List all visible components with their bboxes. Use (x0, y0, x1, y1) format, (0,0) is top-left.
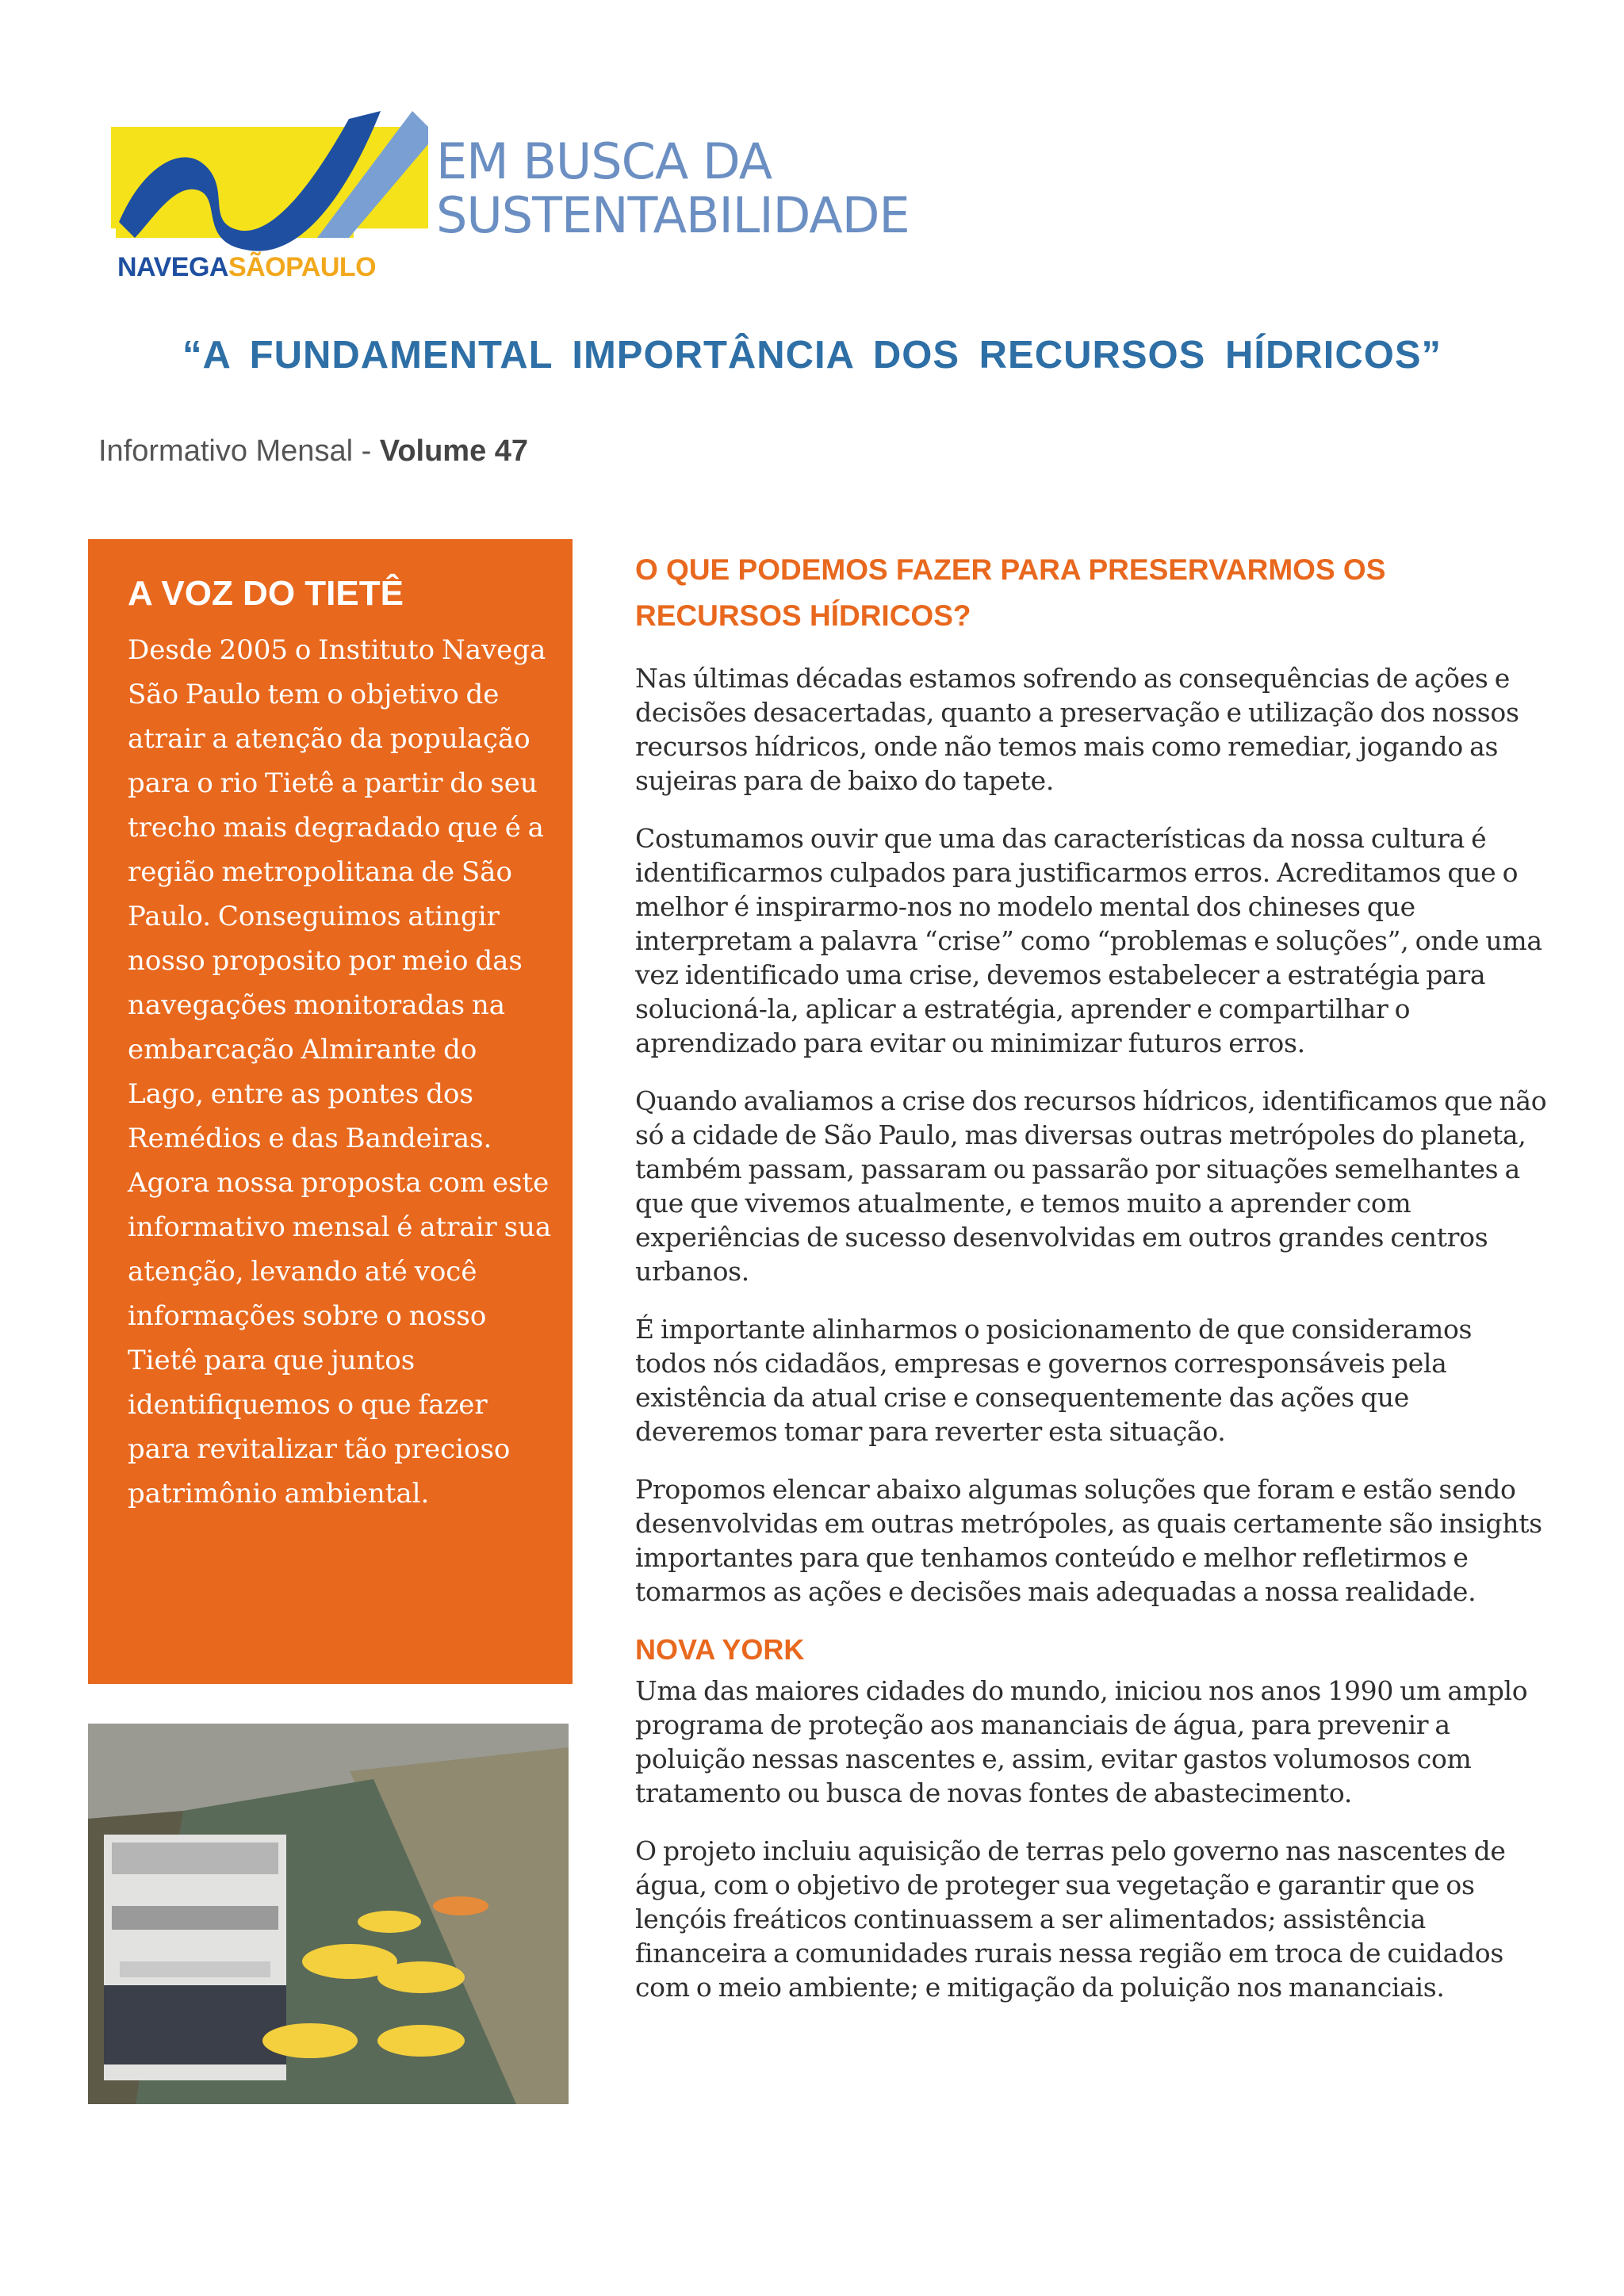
photo-illustration-icon (88, 1724, 569, 2104)
article (635, 547, 1547, 2028)
sidebar-box (88, 539, 573, 1684)
subsection-paragraph: Uma das maiores cidades do mundo, iniciou nos anos 1990 um amplo programa de proteção aos mananciais de água, para prevenir a poluição nessas nascentes e, assim, evitar gastos volumosos com tratamento ou busca de novas fontes de abastecimento. (635, 1675, 1528, 1808)
article-paragraph: Propomos elencar abaixo algumas soluções que foram e estão sendo desenvolvidas em outras metrópoles, as quais certamente são insights importantes para que tenhamos conteúdo e melhor refletirmos e tomarmos as ações e decisões mais adequadas a nossa realidade. (635, 1474, 1542, 1607)
issue-volume: Volume 47 (379, 434, 529, 468)
logo-tagline-line2: SUSTENTABILIDADE (436, 186, 910, 244)
article-paragraph: Quando avaliamos a crise dos recursos hídricos, identificamos que não só a cidade de São Paulo, mas diversas outras metrópoles do planeta, também passam, passaram ou passarão por situações semelhantes a que que vivemos atualmente, e temos muito a aprender com experiências de sucesso desenvolvidas em outros grandes centros urbanos. (635, 1085, 1547, 1287)
article-paragraph: É importante alinharmos o posicionamento de que consideramos todos nós cidadãos, empresas e governos corresponsáveis pela existência da atual crise e consequentemente das ações que deveremos tomar para reverter esta situação. (635, 1314, 1473, 1447)
article-paragraph: Nas últimas décadas estamos sofrendo as consequências de ações e decisões desacertadas, quanto a preservação e utilização dos nossos recursos hídricos, onde não temos mais como remediar, jogando as sujeiras para de baixo do tapete. (635, 663, 1519, 796)
logo-tagline-line1: EM BUSCA DA (436, 132, 772, 190)
subsection-heading: NOVA YORK (635, 1633, 805, 1666)
river-boat-photo (88, 1724, 569, 2104)
logo-tagline (436, 132, 910, 244)
page-title: “A FUNDAMENTAL IMPORTÂNCIA DOS RECURSOS HÍDRICOS” (182, 334, 1442, 377)
article-paragraph: Costumamos ouvir que uma das características da nossa cultura é identificarmos culpados para justificarmos erros. Acreditamos que o melhor é inspirarmo-nos no modelo mental dos chineses que interpretam a palavra “crise” como “problemas e soluções”, onde uma vez identificado uma crise, devemos estabelecer a estratégia para solucioná-la, aplicar a estratégia, aprender e compartilhar o aprendizado para evitar ou minimizar futuros erros. (635, 823, 1542, 1058)
sidebar-body: Desde 2005 o Instituto Navega São Paulo tem o objetivo de atrair a atenção da população para o rio Tietê a partir do seu trecho mais degradado que é a região metropolitana de São Paulo. Conseguimos atingir nosso proposito por meio das navegações monitoradas na embarcação Almirante do Lago, entre as pontes dos Remédios e das Bandeiras. Agora nossa proposta com este informativo mensal é atrair sua atenção, levando até você informações sobre o nosso Tietê para que juntos identifiquemos o que fazer para revitalizar tão precioso patrimônio ambiental. (128, 634, 552, 1510)
issue-info (98, 434, 528, 469)
issue-label: Informativo Mensal - (98, 434, 380, 468)
subsection-paragraph: O projeto incluiu aquisição de terras pelo governo nas nascentes de água, com o objetivo de proteger sua vegetação e garantir que os lençóis freáticos continuassem a ser alimentados; assistência financeira a comunidades rurais nessa região em troca de cuidados com o meio ambiente; e mitigação da poluição nos mananciais. (635, 1835, 1506, 2003)
sidebar-title: A VOZ DO TIETÊ (128, 574, 404, 613)
navega-sao-paulo-logo-icon (111, 103, 428, 254)
logo-brand: NAVEGASÃOPAULO (117, 252, 377, 282)
article-heading: O QUE PODEMOS FAZER PARA PRESERVARMOS OS RECURSOS HÍDRICOS? (635, 553, 1386, 632)
logo (111, 103, 910, 293)
